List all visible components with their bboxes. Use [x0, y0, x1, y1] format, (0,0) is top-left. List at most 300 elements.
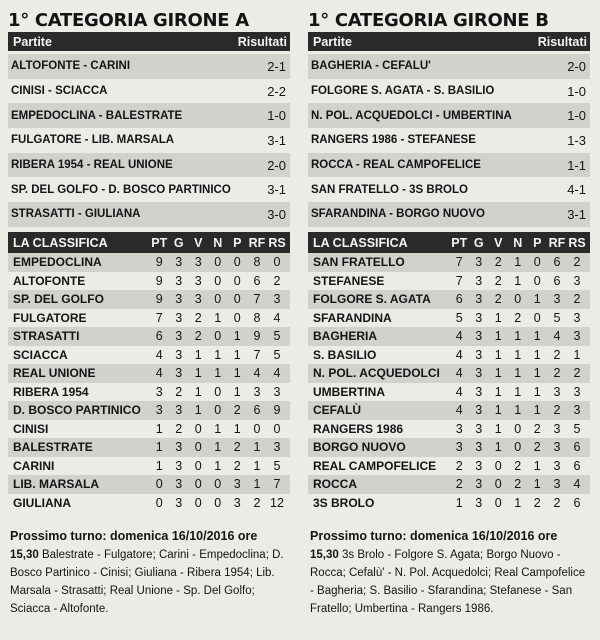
stat-rs: 5 [273, 329, 281, 344]
stat-p: 1 [533, 458, 541, 473]
standings-row [308, 272, 590, 291]
header-n: N [213, 235, 223, 250]
header-p: P [233, 235, 242, 250]
stat-g: 3 [475, 292, 483, 307]
stat-n: 0 [214, 477, 222, 492]
stat-pt: 7 [155, 310, 163, 325]
match-teams: ROCCA - REAL CAMPOFELICE [311, 159, 481, 172]
stat-n: 1 [514, 255, 522, 270]
stat-v: 0 [194, 421, 202, 436]
stat-rf: 1 [253, 477, 261, 492]
match-teams: STRASATTI - GIULIANA [11, 208, 141, 221]
stat-p: 3 [233, 495, 241, 510]
stat-rf: 1 [253, 458, 261, 473]
team-name: 3S BROLO [313, 495, 375, 510]
stat-rf: 3 [553, 292, 561, 307]
stat-v: 1 [494, 384, 502, 399]
standings-row [8, 383, 290, 402]
stat-rf: 9 [253, 329, 261, 344]
stat-rf: 0 [253, 421, 261, 436]
team-name: BAGHERIA [313, 329, 378, 344]
stat-rs: 4 [273, 366, 281, 381]
stat-pt: 3 [155, 384, 163, 399]
header-pt: PT [451, 235, 468, 250]
stat-rs: 4 [273, 310, 281, 325]
stat-rs: 3 [573, 329, 581, 344]
standings-row [8, 327, 290, 346]
next-round-heading: Prossimo turno: domenica 16/10/2016 ore [310, 529, 558, 543]
match-result: 1-1 [567, 157, 586, 173]
match-row [8, 54, 290, 79]
team-name: SCIACCA [13, 347, 68, 362]
stat-rf: 2 [553, 347, 561, 362]
stat-pt: 0 [155, 495, 163, 510]
stat-rs: 0 [273, 255, 281, 270]
stat-g: 3 [475, 273, 483, 288]
stat-rf: 3 [553, 477, 561, 492]
stat-g: 2 [175, 421, 183, 436]
match-teams: RIBERA 1954 - REAL UNIONE [11, 159, 173, 172]
stat-pt: 6 [155, 329, 163, 344]
standings-row [308, 457, 590, 476]
next-round-heading: Prossimo turno: domenica 16/10/2016 ore [10, 529, 258, 543]
team-name: REAL UNIONE [13, 366, 96, 381]
kickoff-time: 15,30 [310, 549, 339, 561]
standings-header [8, 232, 290, 253]
stat-g: 3 [475, 366, 483, 381]
team-name: SAN FRATELLO [313, 255, 405, 270]
match-result: 1-0 [267, 108, 286, 124]
stat-p: 2 [533, 440, 541, 455]
standings-row [8, 346, 290, 365]
standings-table [8, 232, 290, 512]
stat-g: 3 [475, 440, 483, 455]
stat-g: 3 [175, 440, 183, 455]
stat-rs: 12 [270, 495, 284, 510]
fixtures-text: Balestrate - Fulgatore; Carini - Empedoclina; D. Bosco Partinico - Cinisi; Giuliana - Ribera 1954; Lib. Marsala - Strasatti; Real Unione - Sp. Del Golfo; Sciacca - Altofonte. [10, 549, 284, 615]
stat-rs: 3 [573, 384, 581, 399]
stat-p: 1 [233, 329, 241, 344]
stat-v: 3 [194, 273, 202, 288]
match-teams: SAN FRATELLO - 3S BROLO [311, 183, 468, 196]
stat-rf: 4 [553, 329, 561, 344]
stat-p: 2 [233, 458, 241, 473]
stat-n: 1 [514, 347, 522, 362]
stat-rs: 2 [573, 292, 581, 307]
stat-rs: 2 [273, 273, 281, 288]
team-name: BORGO NUOVO [313, 440, 406, 455]
match-row [8, 79, 290, 104]
header-rs: RS [268, 235, 286, 250]
stat-g: 3 [475, 384, 483, 399]
stat-v: 1 [194, 384, 202, 399]
stat-rf: 6 [553, 255, 561, 270]
stat-g: 3 [475, 403, 483, 418]
stat-n: 1 [514, 495, 522, 510]
stat-p: 3 [233, 477, 241, 492]
stat-g: 3 [475, 495, 483, 510]
standings-row [8, 401, 290, 420]
stat-g: 3 [175, 366, 183, 381]
stat-p: 2 [233, 403, 241, 418]
stat-g: 2 [175, 384, 183, 399]
stat-v: 0 [194, 440, 202, 455]
stat-g: 3 [475, 477, 483, 492]
stat-g: 3 [475, 421, 483, 436]
stat-v: 0 [194, 458, 202, 473]
stat-p: 1 [233, 366, 241, 381]
standings-row [308, 253, 590, 272]
stat-n: 1 [214, 458, 222, 473]
match-row [308, 177, 590, 202]
stat-v: 0 [194, 477, 202, 492]
stat-n: 2 [514, 310, 522, 325]
stat-g: 3 [475, 255, 483, 270]
stat-p: 1 [533, 292, 541, 307]
stat-v: 2 [194, 329, 202, 344]
standings-table [308, 232, 590, 512]
stat-rf: 3 [253, 384, 261, 399]
match-teams: CINISI - SCIACCA [11, 85, 108, 98]
stat-v: 1 [194, 403, 202, 418]
match-result: 4-1 [567, 182, 586, 198]
header-g: G [173, 235, 184, 250]
team-name: SP. DEL GOLFO [13, 292, 104, 307]
stat-rs: 6 [573, 495, 581, 510]
stat-pt: 4 [155, 347, 163, 362]
stat-n: 1 [214, 347, 222, 362]
stat-g: 3 [475, 310, 483, 325]
team-name: ALTOFONTE [13, 273, 86, 288]
stat-n: 0 [214, 495, 222, 510]
next-round [10, 528, 292, 618]
results-table [308, 54, 590, 227]
match-row [308, 79, 590, 104]
stat-n: 0 [514, 292, 522, 307]
stat-pt: 4 [455, 366, 463, 381]
stat-g: 3 [475, 347, 483, 362]
stat-p: 2 [533, 495, 541, 510]
standings-row [8, 475, 290, 494]
team-name: UMBERTINA [313, 384, 385, 399]
stat-rs: 3 [273, 440, 281, 455]
stat-v: 1 [494, 310, 502, 325]
stat-v: 0 [494, 495, 502, 510]
team-name: SFARANDINA [313, 310, 392, 325]
stat-v: 3 [194, 292, 202, 307]
standings-row [8, 438, 290, 457]
next-round [310, 528, 592, 618]
team-name: STEFANESE [313, 273, 385, 288]
stat-rf: 2 [553, 403, 561, 418]
stat-v: 1 [494, 329, 502, 344]
stat-n: 0 [214, 329, 222, 344]
stat-p: 1 [533, 329, 541, 344]
stat-p: 0 [233, 273, 241, 288]
stat-pt: 1 [155, 440, 163, 455]
stat-rf: 3 [553, 421, 561, 436]
stat-rf: 6 [253, 273, 261, 288]
matches-label: Partite [13, 34, 52, 49]
stat-rs: 4 [573, 477, 581, 492]
stat-v: 1 [494, 366, 502, 381]
standings-row [308, 309, 590, 328]
stat-pt: 6 [455, 292, 463, 307]
stat-rf: 8 [253, 255, 261, 270]
team-name: EMPEDOCLINA [13, 255, 102, 270]
standings-row [308, 383, 590, 402]
match-teams: FOLGORE S. AGATA - S. BASILIO [311, 85, 495, 98]
stat-rs: 3 [273, 292, 281, 307]
stat-rf: 8 [253, 310, 261, 325]
standings-row [8, 272, 290, 291]
standings-body [8, 253, 290, 512]
match-teams: RANGERS 1986 - STEFANESE [311, 134, 476, 147]
stat-rs: 1 [573, 347, 581, 362]
match-result: 2-2 [267, 83, 286, 99]
team-name: RIBERA 1954 [13, 384, 89, 399]
stat-v: 0 [194, 495, 202, 510]
match-result: 2-1 [267, 58, 286, 74]
stat-v: 2 [494, 255, 502, 270]
team-name: S. BASILIO [313, 347, 377, 362]
stat-rf: 6 [553, 273, 561, 288]
stat-rs: 9 [273, 403, 281, 418]
stat-rs: 3 [573, 310, 581, 325]
stat-rf: 3 [553, 458, 561, 473]
stat-v: 2 [494, 273, 502, 288]
stat-p: 2 [533, 421, 541, 436]
stat-n: 0 [214, 384, 222, 399]
stat-rs: 3 [273, 384, 281, 399]
team-name: RANGERS 1986 [313, 421, 404, 436]
header-rf: RF [548, 235, 566, 250]
stat-pt: 0 [155, 477, 163, 492]
stat-g: 3 [175, 458, 183, 473]
stat-rs: 3 [573, 273, 581, 288]
header-pt: PT [151, 235, 168, 250]
header-v: V [494, 235, 503, 250]
stat-g: 3 [175, 310, 183, 325]
stat-rf: 2 [553, 495, 561, 510]
stat-pt: 4 [455, 329, 463, 344]
group-title: 1° CATEGORIA GIRONE A [8, 10, 249, 31]
stat-n: 1 [514, 384, 522, 399]
stat-pt: 9 [155, 255, 163, 270]
header-rs: RS [568, 235, 586, 250]
stat-g: 3 [475, 329, 483, 344]
stat-p: 1 [233, 384, 241, 399]
stat-rf: 2 [253, 495, 261, 510]
stat-v: 1 [494, 440, 502, 455]
stat-pt: 2 [455, 458, 463, 473]
standings-row [308, 420, 590, 439]
stat-p: 0 [233, 255, 241, 270]
standings-row [308, 401, 590, 420]
stat-rs: 5 [273, 458, 281, 473]
results-header [8, 32, 290, 51]
match-teams: BAGHERIA - CEFALÙ' [311, 60, 431, 73]
team-name: STRASATTI [13, 329, 80, 344]
stat-p: 0 [533, 255, 541, 270]
stat-g: 3 [175, 403, 183, 418]
stat-n: 0 [214, 403, 222, 418]
stat-g: 3 [175, 495, 183, 510]
team-name: CINISI [13, 421, 49, 436]
stat-n: 0 [514, 421, 522, 436]
match-result: 2-0 [567, 58, 586, 74]
stat-g: 3 [175, 329, 183, 344]
stat-pt: 9 [155, 292, 163, 307]
standings-row [8, 420, 290, 439]
stat-p: 1 [533, 477, 541, 492]
header-p: P [533, 235, 542, 250]
stat-v: 1 [194, 366, 202, 381]
stat-pt: 4 [155, 366, 163, 381]
match-row [8, 153, 290, 178]
stat-v: 3 [194, 255, 202, 270]
stat-n: 2 [514, 458, 522, 473]
stat-v: 2 [194, 310, 202, 325]
match-row [8, 202, 290, 227]
fixtures-text: 3s Brolo - Folgore S. Agata; Borgo Nuovo - Rocca; Cefalù' - N. Pol. Acquedolci; Real Campofelice - Bagheria; S. Basilio - Sfarandina; Stefanese - San Fratello; Umbertina - Rangers 1986. [310, 549, 586, 615]
stat-p: 0 [533, 273, 541, 288]
stat-p: 1 [233, 421, 241, 436]
stat-p: 0 [233, 310, 241, 325]
stat-pt: 1 [155, 458, 163, 473]
standings-row [8, 494, 290, 513]
standings-body [308, 253, 590, 512]
header-rf: RF [248, 235, 266, 250]
standings-title: LA CLASSIFICA [313, 235, 408, 250]
match-teams: N. POL. ACQUEDOLCI - UMBERTINA [311, 109, 512, 122]
stat-n: 0 [214, 273, 222, 288]
match-row [308, 153, 590, 178]
standings-header [308, 232, 590, 253]
match-teams: SFARANDINA - BORGO NUOVO [311, 208, 485, 221]
standings-row [308, 438, 590, 457]
standings-row [8, 364, 290, 383]
results-header [308, 32, 590, 51]
stat-n: 1 [514, 329, 522, 344]
team-name: LIB. MARSALA [13, 477, 99, 492]
stat-rs: 2 [573, 255, 581, 270]
match-result: 1-0 [567, 108, 586, 124]
stat-n: 0 [514, 440, 522, 455]
stat-p: 1 [233, 347, 241, 362]
match-result: 1-3 [567, 132, 586, 148]
stat-rf: 3 [553, 440, 561, 455]
stat-pt: 4 [455, 384, 463, 399]
stat-n: 1 [514, 403, 522, 418]
stat-g: 3 [175, 292, 183, 307]
girone-a-column [8, 10, 290, 615]
stat-rs: 6 [573, 458, 581, 473]
stat-pt: 1 [155, 421, 163, 436]
kickoff-time: 15,30 [10, 549, 39, 561]
stat-p: 0 [533, 310, 541, 325]
match-row [308, 54, 590, 79]
team-name: D. BOSCO PARTINICO [13, 403, 141, 418]
match-teams: SP. DEL GOLFO - D. BOSCO PARTINICO [11, 183, 231, 196]
stat-rs: 2 [573, 366, 581, 381]
match-row [8, 103, 290, 128]
stat-p: 1 [533, 403, 541, 418]
match-row [8, 177, 290, 202]
stat-g: 3 [175, 255, 183, 270]
match-row [308, 103, 590, 128]
stat-pt: 3 [455, 421, 463, 436]
stat-pt: 7 [455, 255, 463, 270]
stat-g: 3 [175, 273, 183, 288]
stat-n: 2 [514, 477, 522, 492]
team-name: N. POL. ACQUEDOLCI [313, 366, 440, 381]
stat-p: 1 [533, 384, 541, 399]
stat-v: 2 [494, 292, 502, 307]
stat-p: 1 [533, 347, 541, 362]
stat-n: 1 [514, 366, 522, 381]
header-n: N [513, 235, 523, 250]
standings-row [308, 494, 590, 513]
team-name: GIULIANA [13, 495, 71, 510]
team-name: BALESTRATE [13, 440, 93, 455]
stat-rs: 5 [573, 421, 581, 436]
match-result: 3-1 [267, 132, 286, 148]
match-row [308, 128, 590, 153]
stat-rf: 1 [253, 440, 261, 455]
stat-pt: 3 [455, 440, 463, 455]
match-row [308, 202, 590, 227]
next-round-fixtures [10, 546, 292, 618]
stat-rf: 7 [253, 347, 261, 362]
match-result: 3-1 [567, 206, 586, 222]
team-name: FOLGORE S. AGATA [313, 292, 431, 307]
standings-row [8, 253, 290, 272]
match-teams: FULGATORE - LIB. MARSALA [11, 134, 175, 147]
stat-pt: 4 [455, 347, 463, 362]
stat-v: 1 [494, 421, 502, 436]
standings-title: LA CLASSIFICA [13, 235, 108, 250]
stat-n: 1 [214, 366, 222, 381]
stat-rf: 2 [553, 366, 561, 381]
stat-pt: 3 [155, 403, 163, 418]
stat-rs: 5 [273, 347, 281, 362]
stat-rf: 6 [253, 403, 261, 418]
stat-n: 1 [214, 421, 222, 436]
stat-pt: 2 [455, 477, 463, 492]
stat-n: 0 [214, 255, 222, 270]
stat-p: 0 [233, 292, 241, 307]
stat-p: 1 [533, 366, 541, 381]
stat-rf: 7 [253, 292, 261, 307]
team-name: ROCCA [313, 477, 357, 492]
stat-n: 1 [214, 440, 222, 455]
stat-v: 1 [494, 347, 502, 362]
matches-label: Partite [313, 34, 352, 49]
stat-rs: 6 [573, 440, 581, 455]
standings-row [308, 290, 590, 309]
team-name: CARINI [13, 458, 55, 473]
header-g: G [473, 235, 484, 250]
stat-v: 1 [494, 403, 502, 418]
stat-pt: 7 [455, 273, 463, 288]
stat-n: 1 [514, 273, 522, 288]
stat-pt: 5 [455, 310, 463, 325]
stat-rf: 5 [553, 310, 561, 325]
stat-v: 0 [494, 477, 502, 492]
standings-row [308, 327, 590, 346]
stat-rs: 3 [573, 403, 581, 418]
